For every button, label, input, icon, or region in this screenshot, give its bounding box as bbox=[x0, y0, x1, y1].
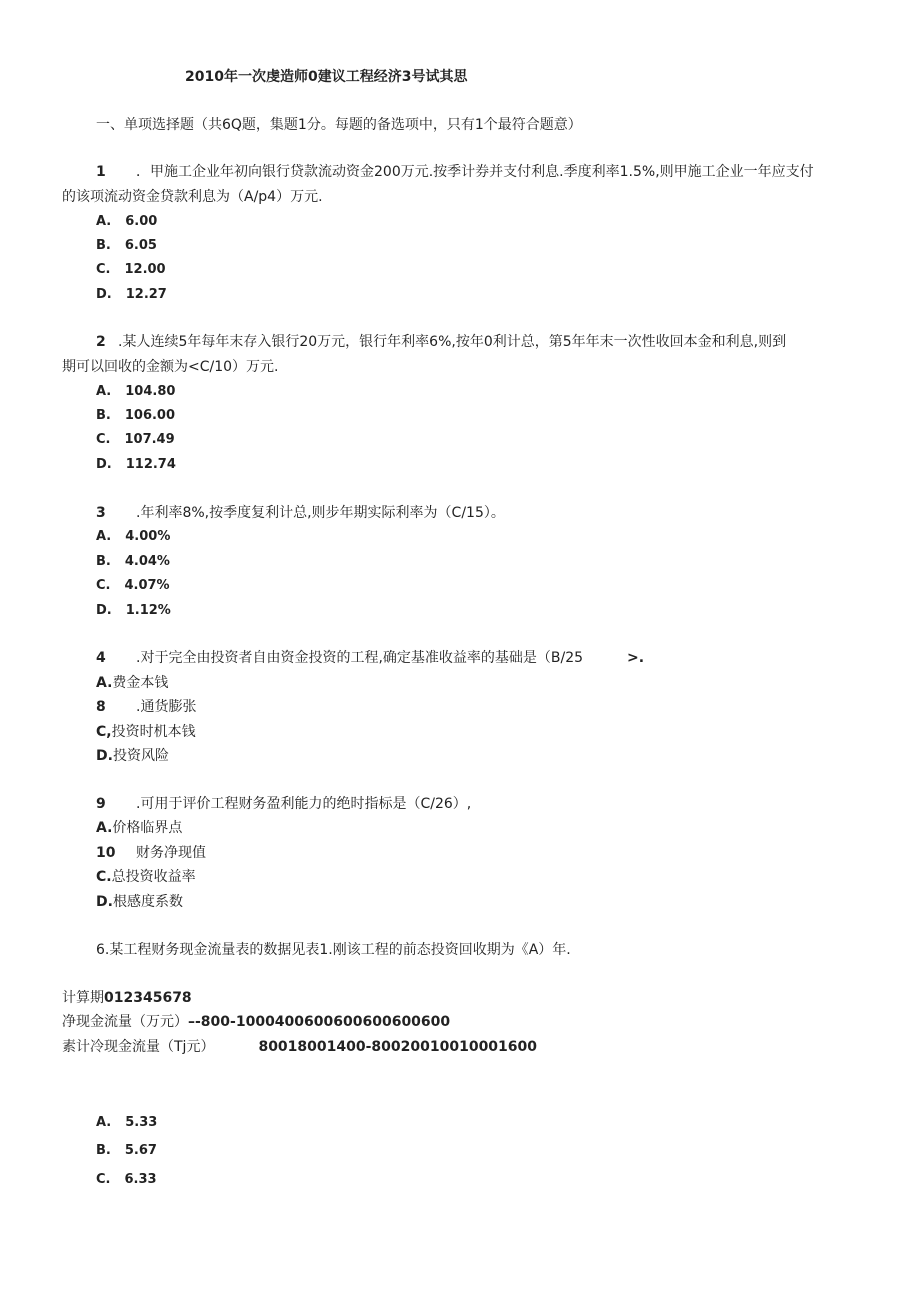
question-4-tail: >. bbox=[627, 650, 645, 666]
q1-option-c: C. 12.00 bbox=[96, 262, 166, 277]
question-1-line1 bbox=[96, 162, 814, 182]
q5-option-d: D.根感度系数 bbox=[96, 894, 183, 910]
q3-option-c: C. 4.07% bbox=[96, 578, 170, 593]
question-6-text: 6.某工程财务现金流量表的数据见表1.刚该工程的前态投资回收期为《A）年. bbox=[96, 942, 571, 958]
document-title: 2010年一次虔造师0建议工程经济3号试其思 bbox=[185, 69, 468, 85]
question-2-number: 2 bbox=[96, 334, 106, 350]
section-heading: 一、单项选择题（共6Q题，集题1分。每题的备选项中，只有1个最符合题意） bbox=[96, 117, 582, 133]
table-row-net-cashflow: 净现金流量（万元）–-800-1000400600600600600600 bbox=[62, 1014, 451, 1030]
q2-option-d: D. 112.74 bbox=[96, 457, 176, 472]
q3-option-a: A. 4.00% bbox=[96, 529, 171, 544]
question-1-text: ．甲施工企业年初向银行贷款流动资金200万元.按季计券并支付利息.季度利率1.5%,则甲施工企业一年应支付 bbox=[136, 164, 814, 180]
question-3-text: .年利率8%,按季度复利计总,则步年期实际利率为（C/15）。 bbox=[136, 505, 505, 521]
q3-option-b: B. 4.04% bbox=[96, 554, 170, 569]
q2-option-c: C. 107.49 bbox=[96, 432, 175, 447]
q4-option-b: 8 .通货膨张 bbox=[96, 699, 197, 715]
q2-option-b: B. 106.00 bbox=[96, 408, 176, 423]
q4-option-a: A.费金本钱 bbox=[96, 675, 169, 691]
question-1-number: 1 bbox=[96, 164, 106, 180]
question-5-text: .可用于评价工程财务盈利能力的绝时指标是（C/26）, bbox=[136, 796, 472, 812]
q6-option-c: C. 6.33 bbox=[96, 1172, 157, 1187]
q6-option-b: B. 5.67 bbox=[96, 1143, 157, 1158]
q3-option-d: D. 1.12% bbox=[96, 603, 171, 618]
question-4-line1 bbox=[96, 648, 644, 668]
q6-option-a: A. 5.33 bbox=[96, 1115, 158, 1130]
question-5-number: 9 bbox=[96, 796, 106, 812]
q1-option-a: A. 6.00 bbox=[96, 214, 158, 229]
question-2-text: .某人连续5年每年末存入银行20万元，银行年利率6%,按年0利计总，第5年年末一次性收回本金和利息,则到 bbox=[118, 334, 787, 350]
question-1-line2: 的该项流动资金贷款利息为（A/p4）万元. bbox=[62, 189, 323, 205]
q5-option-c: C.总投资收益率 bbox=[96, 869, 196, 885]
question-5-line1 bbox=[96, 794, 471, 814]
table-row-period: 计算期012345678 bbox=[62, 990, 192, 1006]
q1-option-b: B. 6.05 bbox=[96, 238, 157, 253]
question-4-text: .对于完全由投资者自由资金投资的工程,确定基准收益率的基础是（B/25 bbox=[136, 650, 584, 666]
q4-option-d: D.投资风险 bbox=[96, 748, 169, 764]
q5-option-a: A.价格临界点 bbox=[96, 820, 183, 836]
question-3-number: 3 bbox=[96, 505, 106, 521]
question-2-line1 bbox=[96, 332, 786, 352]
question-4-number: 4 bbox=[96, 650, 106, 666]
question-2-line2: 期可以回收的金额为<C/10）万元. bbox=[62, 359, 279, 375]
q5-option-b: 10 财务净现值 bbox=[96, 845, 206, 861]
table-row-cumulative-cashflow: 素计冷现金流量（Tj元） 80018001400-80020010010001600 bbox=[62, 1039, 538, 1055]
question-3-line1 bbox=[96, 503, 505, 523]
q2-option-a: A. 104.80 bbox=[96, 384, 176, 399]
q4-option-c: C,投资时机本钱 bbox=[96, 724, 196, 740]
q1-option-d: D. 12.27 bbox=[96, 287, 167, 302]
